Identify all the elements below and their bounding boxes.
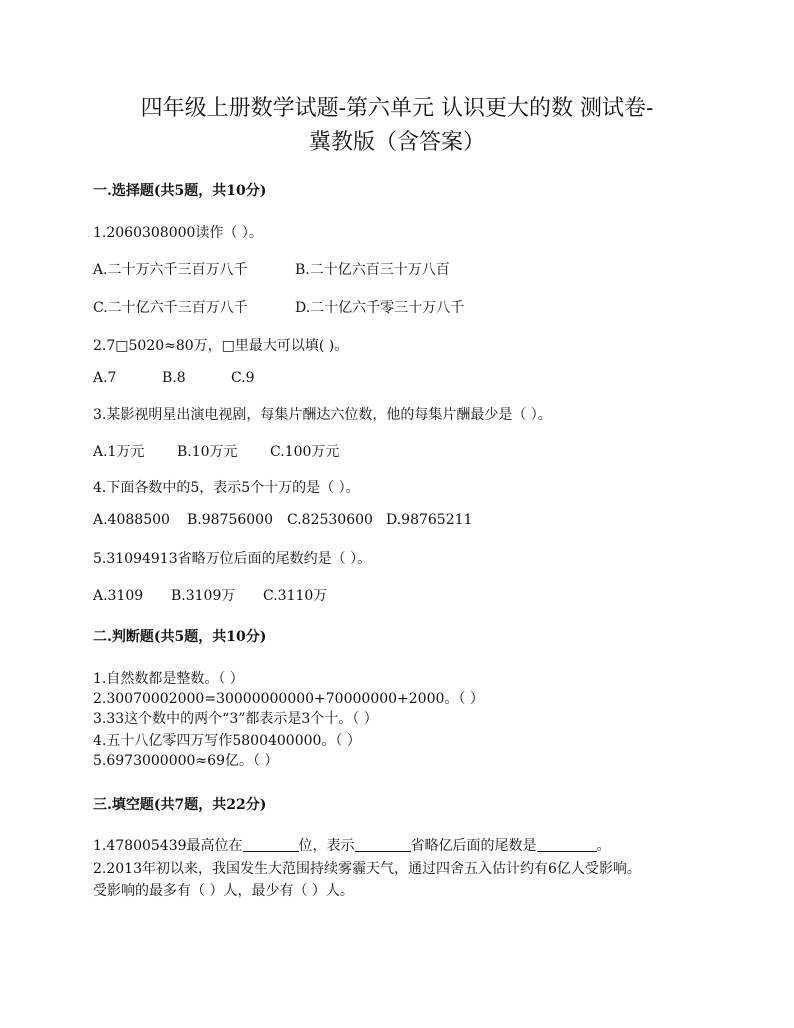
q2-options xyxy=(93,370,255,386)
judge-item-5: 5.6973000000≈69亿。（ ） xyxy=(93,753,279,769)
judge-item-4: 4.五十八亿零四万写作5800400000。（ ） xyxy=(93,733,361,749)
q5-option-c: C.3110万 xyxy=(263,588,328,604)
fill-q2-line2: 受影响的最多有（ ）人，最少有（ ）人。 xyxy=(93,883,354,899)
q4-option-b: B.98756000 xyxy=(187,512,273,528)
q2-option-c: C.9 xyxy=(231,370,255,386)
judge-item-3: 3.33这个数中的两个“3”都表示是3个十。（ ） xyxy=(93,711,378,727)
q1-option-c: C.二十亿六千三百万八千 xyxy=(93,300,248,316)
fill-q1-part3: 省略亿后面的尾数是 xyxy=(410,838,537,854)
q4-stem: 4.下面各数中的5，表示5个十万的是（ ）。 xyxy=(93,480,360,496)
fill-q1-part2: 位，表示 xyxy=(298,838,355,854)
answer-blank xyxy=(355,837,411,852)
q2-stem: 2.7□5020≈80万，□里最大可以填( )。 xyxy=(93,338,349,354)
q5-option-b: B.3109万 xyxy=(171,588,236,604)
fill-q1-part4: 。 xyxy=(596,838,611,854)
section3-heading: 三.填空题(共7题，共22分) xyxy=(93,797,267,813)
q3-options xyxy=(93,441,339,461)
q1-stem: 1.2060308000读作（ ）。 xyxy=(93,225,263,241)
q2-option-b: B.8 xyxy=(162,370,186,386)
q2-option-a: A.7 xyxy=(93,370,117,386)
q3-option-b: B.10万元 xyxy=(177,444,238,460)
q1-option-d: D.二十亿六千零三十万八千 xyxy=(295,300,465,316)
q5-stem: 5.31094913省略万位后面的尾数约是（ ）。 xyxy=(93,551,372,567)
page-title-line2: 冀教版（含答案） xyxy=(308,130,485,155)
section2-heading: 二.判断题(共5题，共10分) xyxy=(93,629,267,645)
q3-option-c: C.100万元 xyxy=(270,444,340,460)
q1-options-row1 xyxy=(93,259,450,279)
q1-option-a: A.二十万六千三百万八千 xyxy=(93,262,248,278)
q1-option-b: B.二十亿六百三十万八百 xyxy=(295,262,450,278)
q4-option-c: C.82530600 xyxy=(287,512,373,528)
fill-q2-line1: 2.2013年初以来，我国发生大范围持续雾霾天气，通过四舍五入估计约有6亿人受影响。 xyxy=(93,861,641,877)
q4-option-d: D.98765211 xyxy=(386,512,473,528)
page-title-line1: 四年级上册数学试题-第六单元 认识更大的数 测试卷- xyxy=(140,96,654,121)
fill-q1 xyxy=(93,835,611,855)
q4-option-a: A.4088500 xyxy=(93,512,170,528)
q3-option-a: A.1万元 xyxy=(93,444,145,460)
q4-options xyxy=(93,512,472,528)
q1-options-row2 xyxy=(93,297,464,317)
q5-options xyxy=(93,585,327,605)
q3-stem: 3.某影视明星出演电视剧，每集片酬达六位数，他的每集片酬最少是（ ）。 xyxy=(93,407,552,423)
answer-blank xyxy=(243,837,299,852)
section1-heading: 一.选择题(共5题，共10分) xyxy=(93,183,267,199)
judge-item-2: 2.30070002000=30000000000+70000000+2000。（ ） xyxy=(93,691,484,707)
judge-item-1: 1.自然数都是整数。（ ） xyxy=(93,671,244,687)
answer-blank xyxy=(537,837,597,852)
fill-q1-part1: 1.478005439最高位在 xyxy=(93,838,243,854)
q5-option-a: A.3109 xyxy=(93,588,144,604)
